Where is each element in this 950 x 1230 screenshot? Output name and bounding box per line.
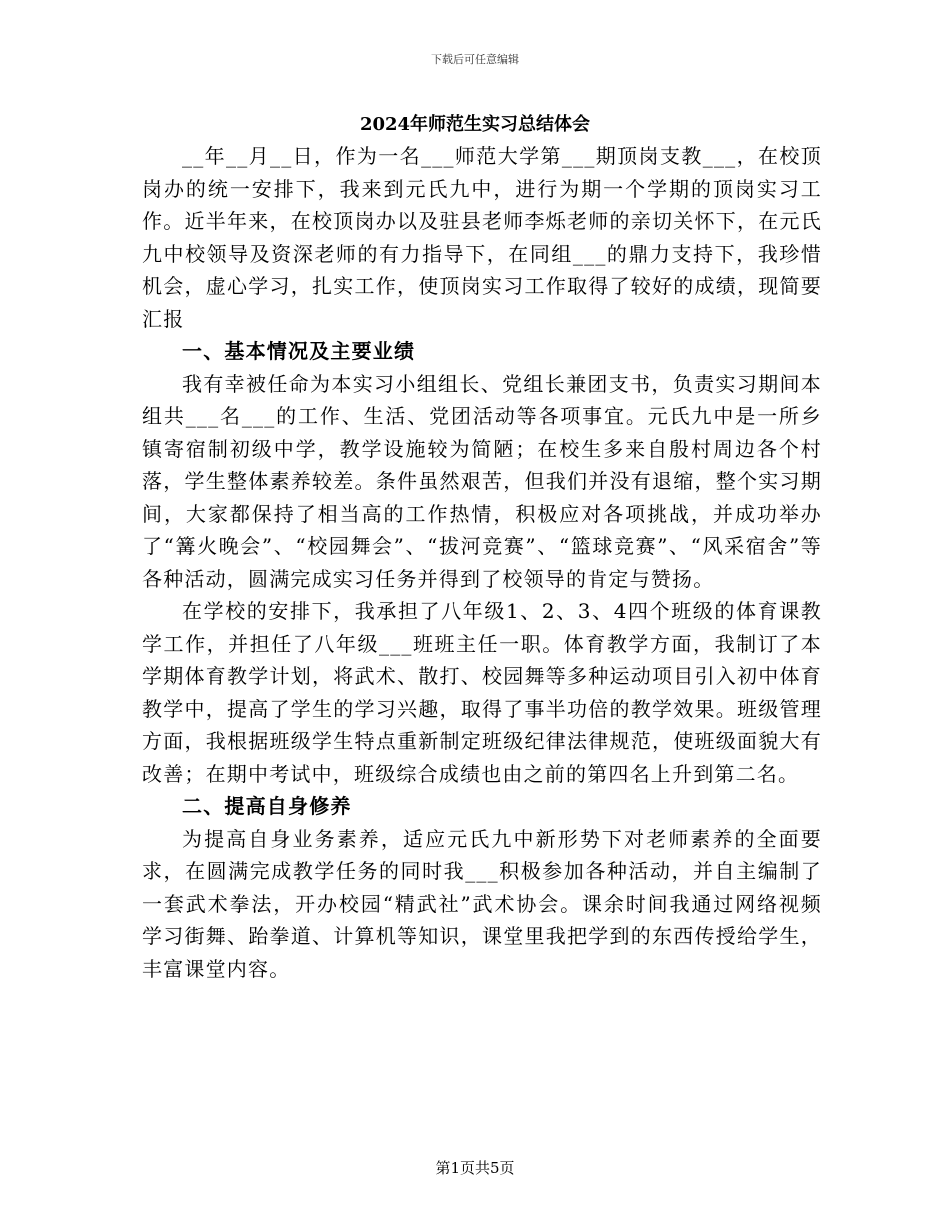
intro-paragraph: __年__月__日，作为一名___师范大学第___期顶岗支教___，在校顶岗办的统一安排下，我来到元氏九中，进行为期一个学期的顶岗实习工作。近半年来，在校顶岗办以及驻县老师李烁老师的亲切关怀下，在元氏九中校领导及资深老师的有力指导下，在同组___的鼎力支持下，我珍惜机会，虚心学习，扎实工作，使顶岗实习工作取得了较好的成绩，现简要汇报: [142, 144, 822, 331]
body-paragraph: 为提高自身业务素养，适应元氏九中新形势下对老师素养的全面要求，在圆满完成教学任务的同时我___积极参加各种活动，并自主编制了一套武术拳法，开办校园“精武社”武术协会。课余时间我通过网络视频学习街舞、跆拳道、计算机等知识，课堂里我把学到的东西传授给学生，丰富课堂内容。: [142, 826, 822, 981]
body-paragraph: 在学校的安排下，我承担了八年级1、2、3、4四个班级的体育课教学工作，并担任了八年级___班班主任一职。体育教学方面，我制订了本学期体育教学计划，将武术、散打、校园舞等多种运动项目引入初中体育教学中，提高了学生的学习兴趣，取得了事半功倍的教学效果。班级管理方面，我根据班级学生特点重新制定班级纪律法律规范，使班级面貌大有改善；在期中考试中，班级综合成绩也由之前的第四名上升到第二名。: [142, 599, 822, 786]
body-paragraph: 我有幸被任命为本实习小组组长、党组长兼团支书，负责实习期间本组共___名___的工作、生活、党团活动等各项事宜。元氏九中是一所乡镇寄宿制初级中学，教学设施较为简陋；在校生多来自殷村周边各个村落，学生整体素养较差。条件虽然艰苦，但我们并没有退缩，整个实习期间，大家都保持了相当高的工作热情，积极应对各项挑战，并成功举办了“篝火晚会”、“校园舞会”、“拔河竞赛”、“篮球竞赛”、“风采宿舍”等各种活动，圆满完成实习任务并得到了校领导的肯定与赞扬。: [142, 371, 822, 591]
section-heading-1: 一、基本情况及主要业绩: [182, 339, 416, 363]
header-note: 下载后可任意编辑: [431, 53, 519, 66]
document-body: [142, 140, 822, 985]
page-number-footer: 第1页共5页: [435, 1159, 515, 1177]
section-heading-2: 二、提高自身修养: [182, 794, 352, 818]
document-title: 2024年师范生实习总结体会: [359, 114, 591, 135]
